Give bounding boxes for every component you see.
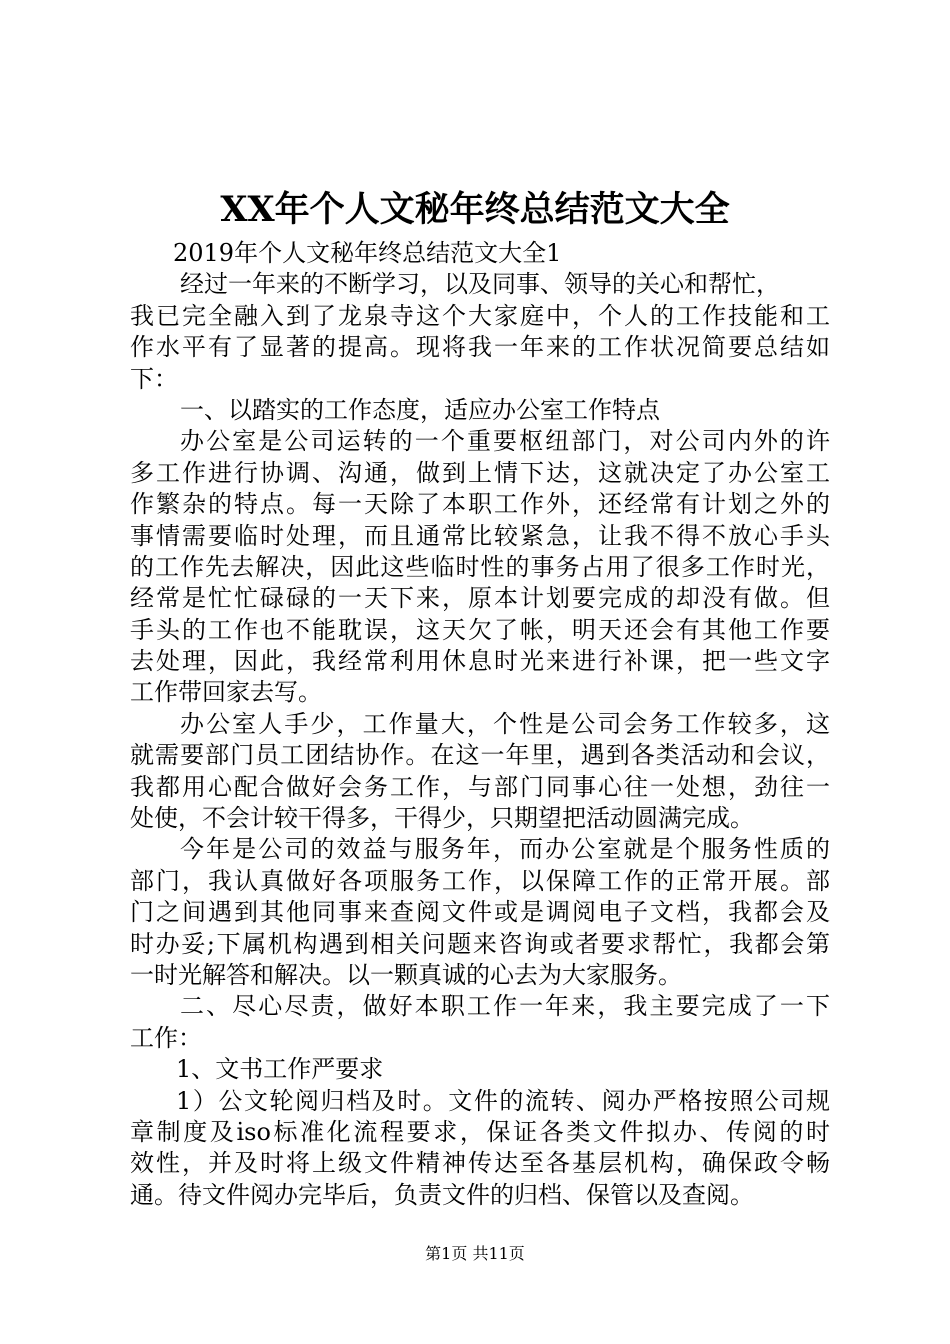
paragraph-line: 章制度及iso标准化流程要求，保证各类文件拟办、传阅的时 <box>130 1117 830 1146</box>
paragraph-line: 工作带回家去写。 <box>130 678 322 707</box>
paragraph-line: 手头的工作也不能耽误，这天欠了帐，明天还会有其他工作要 <box>130 615 830 644</box>
section-heading: 一、以踏实的工作态度，适应办公室工作特点 <box>180 395 660 424</box>
paragraph-line: 我已完全融入到了龙泉寺这个大家庭中，个人的工作技能和工 <box>130 301 830 330</box>
paragraph-line: 去处理，因此，我经常利用休息时光来进行补课，把一些文字 <box>130 647 830 676</box>
paragraph-line: 作繁杂的特点。每一天除了本职工作外，还经常有计划之外的 <box>130 490 830 519</box>
paragraph-line: 处使，不会计较干得多，干得少，只期望把活动圆满完成。 <box>130 804 754 833</box>
paragraph-line: 办公室人手少，工作量大，个性是公司会务工作较多，这 <box>180 709 830 738</box>
paragraph-line: 下： <box>130 364 178 393</box>
paragraph-line: 经常是忙忙碌碌的一天下来，原本计划要完成的却没有做。但 <box>130 584 830 613</box>
paragraph-line: 就需要部门员工团结协作。在这一年里，遇到各类活动和会议， <box>130 741 830 770</box>
paragraph-line: 事情需要临时处理，而且通常比较紧急，让我不得不放心手头 <box>130 521 830 550</box>
page-number: 第1页 共11页 <box>425 1244 525 1263</box>
paragraph-line: 门之间遇到其他同事来查阅文件或是调阅电子文档，我都会及 <box>130 898 830 927</box>
paragraph-line: 经过一年来的不断学习，以及同事、领导的关心和帮忙， <box>180 270 780 299</box>
paragraph-line: 办公室是公司运转的一个重要枢纽部门，对公司内外的许 <box>180 427 830 456</box>
paragraph-line: 一时光解答和解决。以一颗真诚的心去为大家服务。 <box>130 960 682 989</box>
subsection-heading: 1、文书工作严要求 <box>176 1055 384 1084</box>
paragraph-line: 时办妥;下属机构遇到相关问题来咨询或者要求帮忙，我都会第 <box>130 929 830 958</box>
paragraph-line: 我都用心配合做好会务工作，与部门同事心往一处想，劲往一 <box>130 772 830 801</box>
document-title: XX年个人文秘年终总结范文大全 <box>220 189 730 230</box>
paragraph-line: 1）公文轮阅归档及时。文件的流转、阅办严格按照公司规 <box>176 1086 830 1115</box>
paragraph-line: 效性，并及时将上级文件精神传达至各基层机构，确保政令畅 <box>130 1149 830 1178</box>
section-heading: 二、尽心尽责，做好本职工作一年来，我主要完成了一下 <box>180 992 830 1021</box>
document-body <box>130 238 830 1211</box>
paragraph-line: 多工作进行协调、沟通，做到上情下达，这就决定了办公室工 <box>130 458 830 487</box>
paragraph-line: 部门，我认真做好各项服务工作，以保障工作的正常开展。部 <box>130 866 830 895</box>
section-heading: 工作： <box>130 1023 202 1052</box>
subtitle-line: 2019年个人文秘年终总结范文大全1 <box>173 239 562 267</box>
paragraph-line: 的工作先去解决，因此这些临时性的事务占用了很多工作时光， <box>130 552 830 581</box>
paragraph-line: 今年是公司的效益与服务年，而办公室就是个服务性质的 <box>180 835 830 864</box>
paragraph-line: 通。待文件阅办完毕后，负责文件的归档、保管以及查阅。 <box>130 1180 754 1209</box>
paragraph-line: 作水平有了显著的提高。现将我一年来的工作状况简要总结如 <box>130 333 830 362</box>
